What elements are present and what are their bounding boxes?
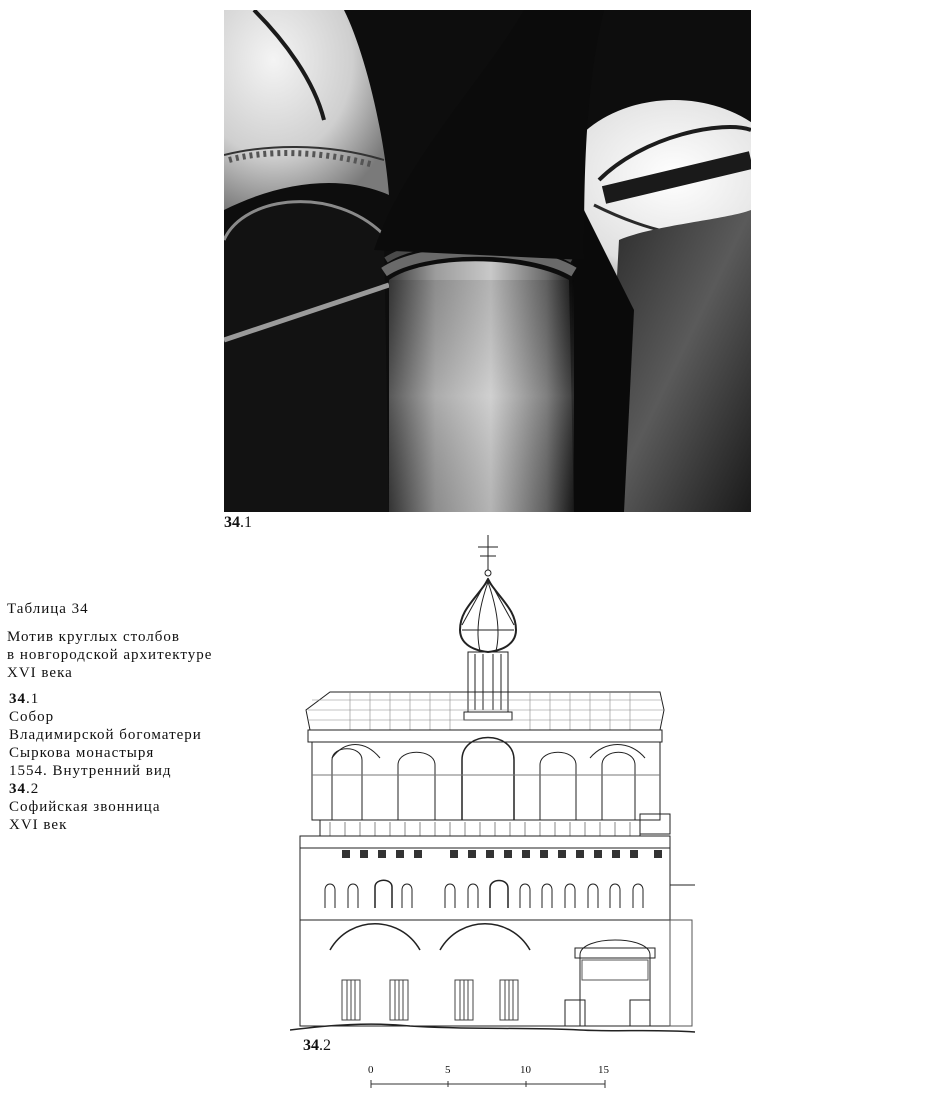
scale-bar [360,1064,620,1096]
scale-tick-label: 15 [598,1064,609,1076]
subtitle-line: Мотив круглых столбов [7,629,180,645]
entry-line: Софийская звонница [9,799,161,815]
table-title: Таблица 34 [7,601,89,617]
scale-tick-label: 0 [368,1064,374,1076]
entry-number [9,690,257,708]
figure-number: 34 [303,1037,319,1054]
entry-line: Владимирской богоматери [9,727,202,743]
belfry-elevation-drawing [290,530,700,1045]
caption-block [7,600,257,834]
entry-number [9,780,257,798]
scale-tick-label: 5 [445,1064,451,1076]
interior-photo [224,10,751,512]
entry-line: 1554. Внутренний вид [9,763,172,779]
scale-bar-line [360,1064,620,1096]
entry-line: Сыркова монастыря [9,745,155,761]
entry-number-suffix: .1 [26,691,40,707]
figure-label-1 [224,514,252,532]
caption-entry-2 [7,780,257,834]
interior-photo-image [224,10,751,512]
scale-tick-label: 10 [520,1064,531,1076]
figure-suffix: .1 [240,514,252,531]
figure-suffix: .2 [319,1037,331,1054]
subtitle-line: в новгородской архитектуре [7,647,213,663]
caption-entry-1 [7,690,257,780]
belfry-elevation-image [290,530,700,1045]
entry-line: Собор [9,709,55,725]
entry-line: XVI век [9,817,68,833]
figure-number: 34 [224,514,240,531]
entry-number-bold: 34 [9,781,26,797]
entry-number-suffix: .2 [26,781,40,797]
entry-number-bold: 34 [9,691,26,707]
caption-subtitle [7,628,257,682]
subtitle-line: XVI века [7,665,73,681]
figure-label-2 [303,1037,331,1055]
